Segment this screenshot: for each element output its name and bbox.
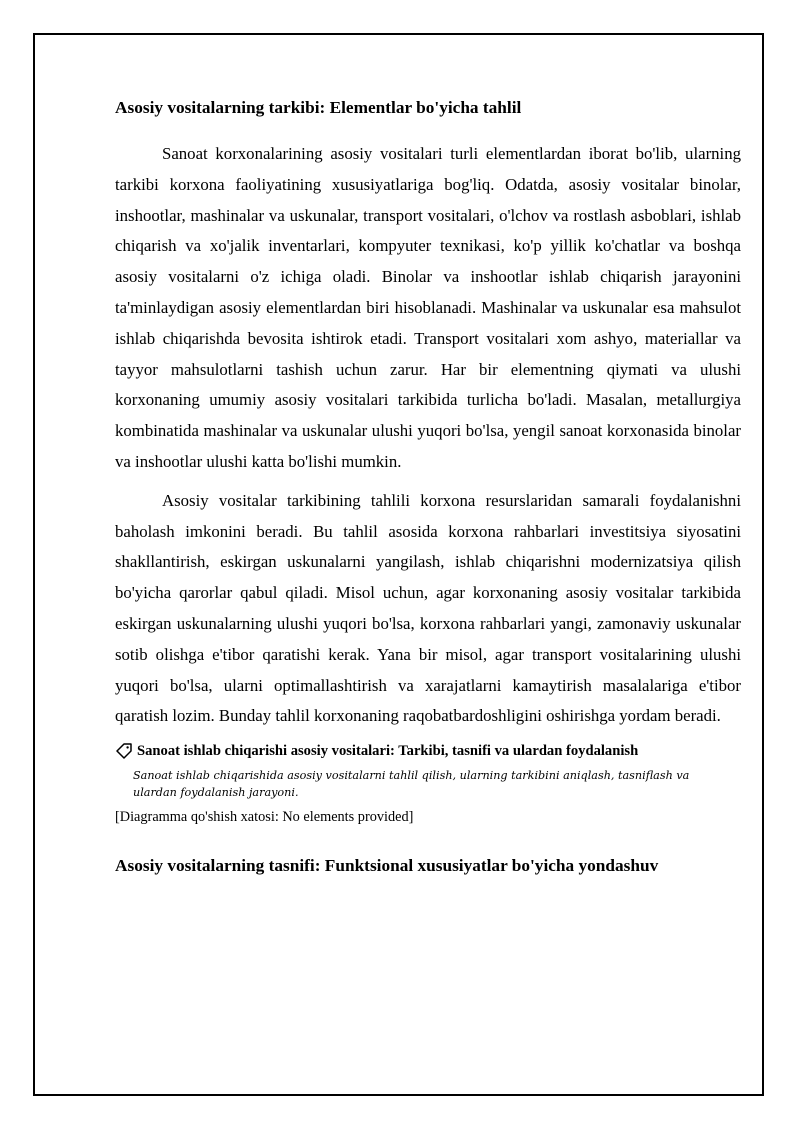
diagram-title-row — [115, 741, 741, 761]
diagram-title: Sanoat ishlab chiqarishi asosiy vositalari: Tarkibi, tasnifi va ulardan foydalanish — [137, 743, 639, 760]
diagram-description: Sanoat ishlab chiqarishida asosiy vositalarni tahlil qilish, ularning tarkibini aniqlash, tasniflash va ulardan foydalanish jarayoni. — [133, 769, 690, 800]
tag-icon — [115, 742, 133, 760]
paragraph-composition-elements: Sanoat korxonalarining asosiy vositalari turli elementlardan iborat bo'lib, ularning tarkibi korxona faoliyatining xususiyatlariga bog'liq. Odatda, asosiy vositalar binolar, inshootlar, mashinalar va uskunalar, transport vositalari, o'lchov va rostlash asboblari, ishlab chiqarish va xo'jalik inventarlari, kompyuter texnikasi, ko'p yillik ko'chatlar va boshqa asosiy vositalarni o'z ichiga oladi. Binolar va inshootlar ishlab chiqarish jarayonini ta'minlaydigan asosiy elementlardan biri hisoblanadi. Mashinalar va uskunalar esa mahsulot ishlab chiqarishda bevosita ishtirok etadi. Transport vositalari xom ashyo, materiallar va tayyor mahsulotlarni tashish uchun zarur. Har bir elementning qiymati va ulushi korxonaning umumiy asosiy vositalari tarkibida turlicha bo'ladi. Masalan, metallurgiya kombinatida mashinalar va uskunalar ulushi yuqori bo'lsa, yengil sanoat korxonasida binolar va inshootlar ulushi katta bo'lishi mumkin. — [115, 144, 741, 471]
document-body — [115, 96, 741, 878]
section-heading-classification: Asosiy vositalarning tasnifi: Funktsional xususiyatlar bo'yicha yondashuv — [115, 856, 659, 876]
diagram-error-message: [Diagramma qo'shish xatosi: No elements provided] — [115, 809, 414, 826]
diagram-block — [115, 741, 741, 827]
paragraph-composition-analysis: Asosiy vositalar tarkibining tahlili korxona resurslaridan samarali foydalanishni baholash imkonini beradi. Bu tahlil asosida korxona rahbarlari investitsiya siyosatini shakllantirish, eskirgan uskunalarni yangilash, ishlab chiqarishni modernizatsiya qilish bo'yicha qarorlar qabul qiladi. Misol uchun, agar korxonaning asosiy vositalar tarkibida eskirgan uskunalarning ulushi yuqori bo'lsa, korxona rahbarlari yangi, zamonaviy uskunalar sotib olishga e'tibor qaratishi kerak. Yana bir misol, agar transport vositalarining ulushi yuqori bo'lsa, ularni optimallashtirish va xarajatlarni kamaytirish masalalariga e'tibor qaratish lozim. Bunday tahlil korxonaning raqobatbardoshligini oshirishga yordam beradi. — [115, 490, 741, 726]
section-heading-composition: Asosiy vositalarning tarkibi: Elementlar bo'yicha tahlil — [115, 98, 522, 117]
